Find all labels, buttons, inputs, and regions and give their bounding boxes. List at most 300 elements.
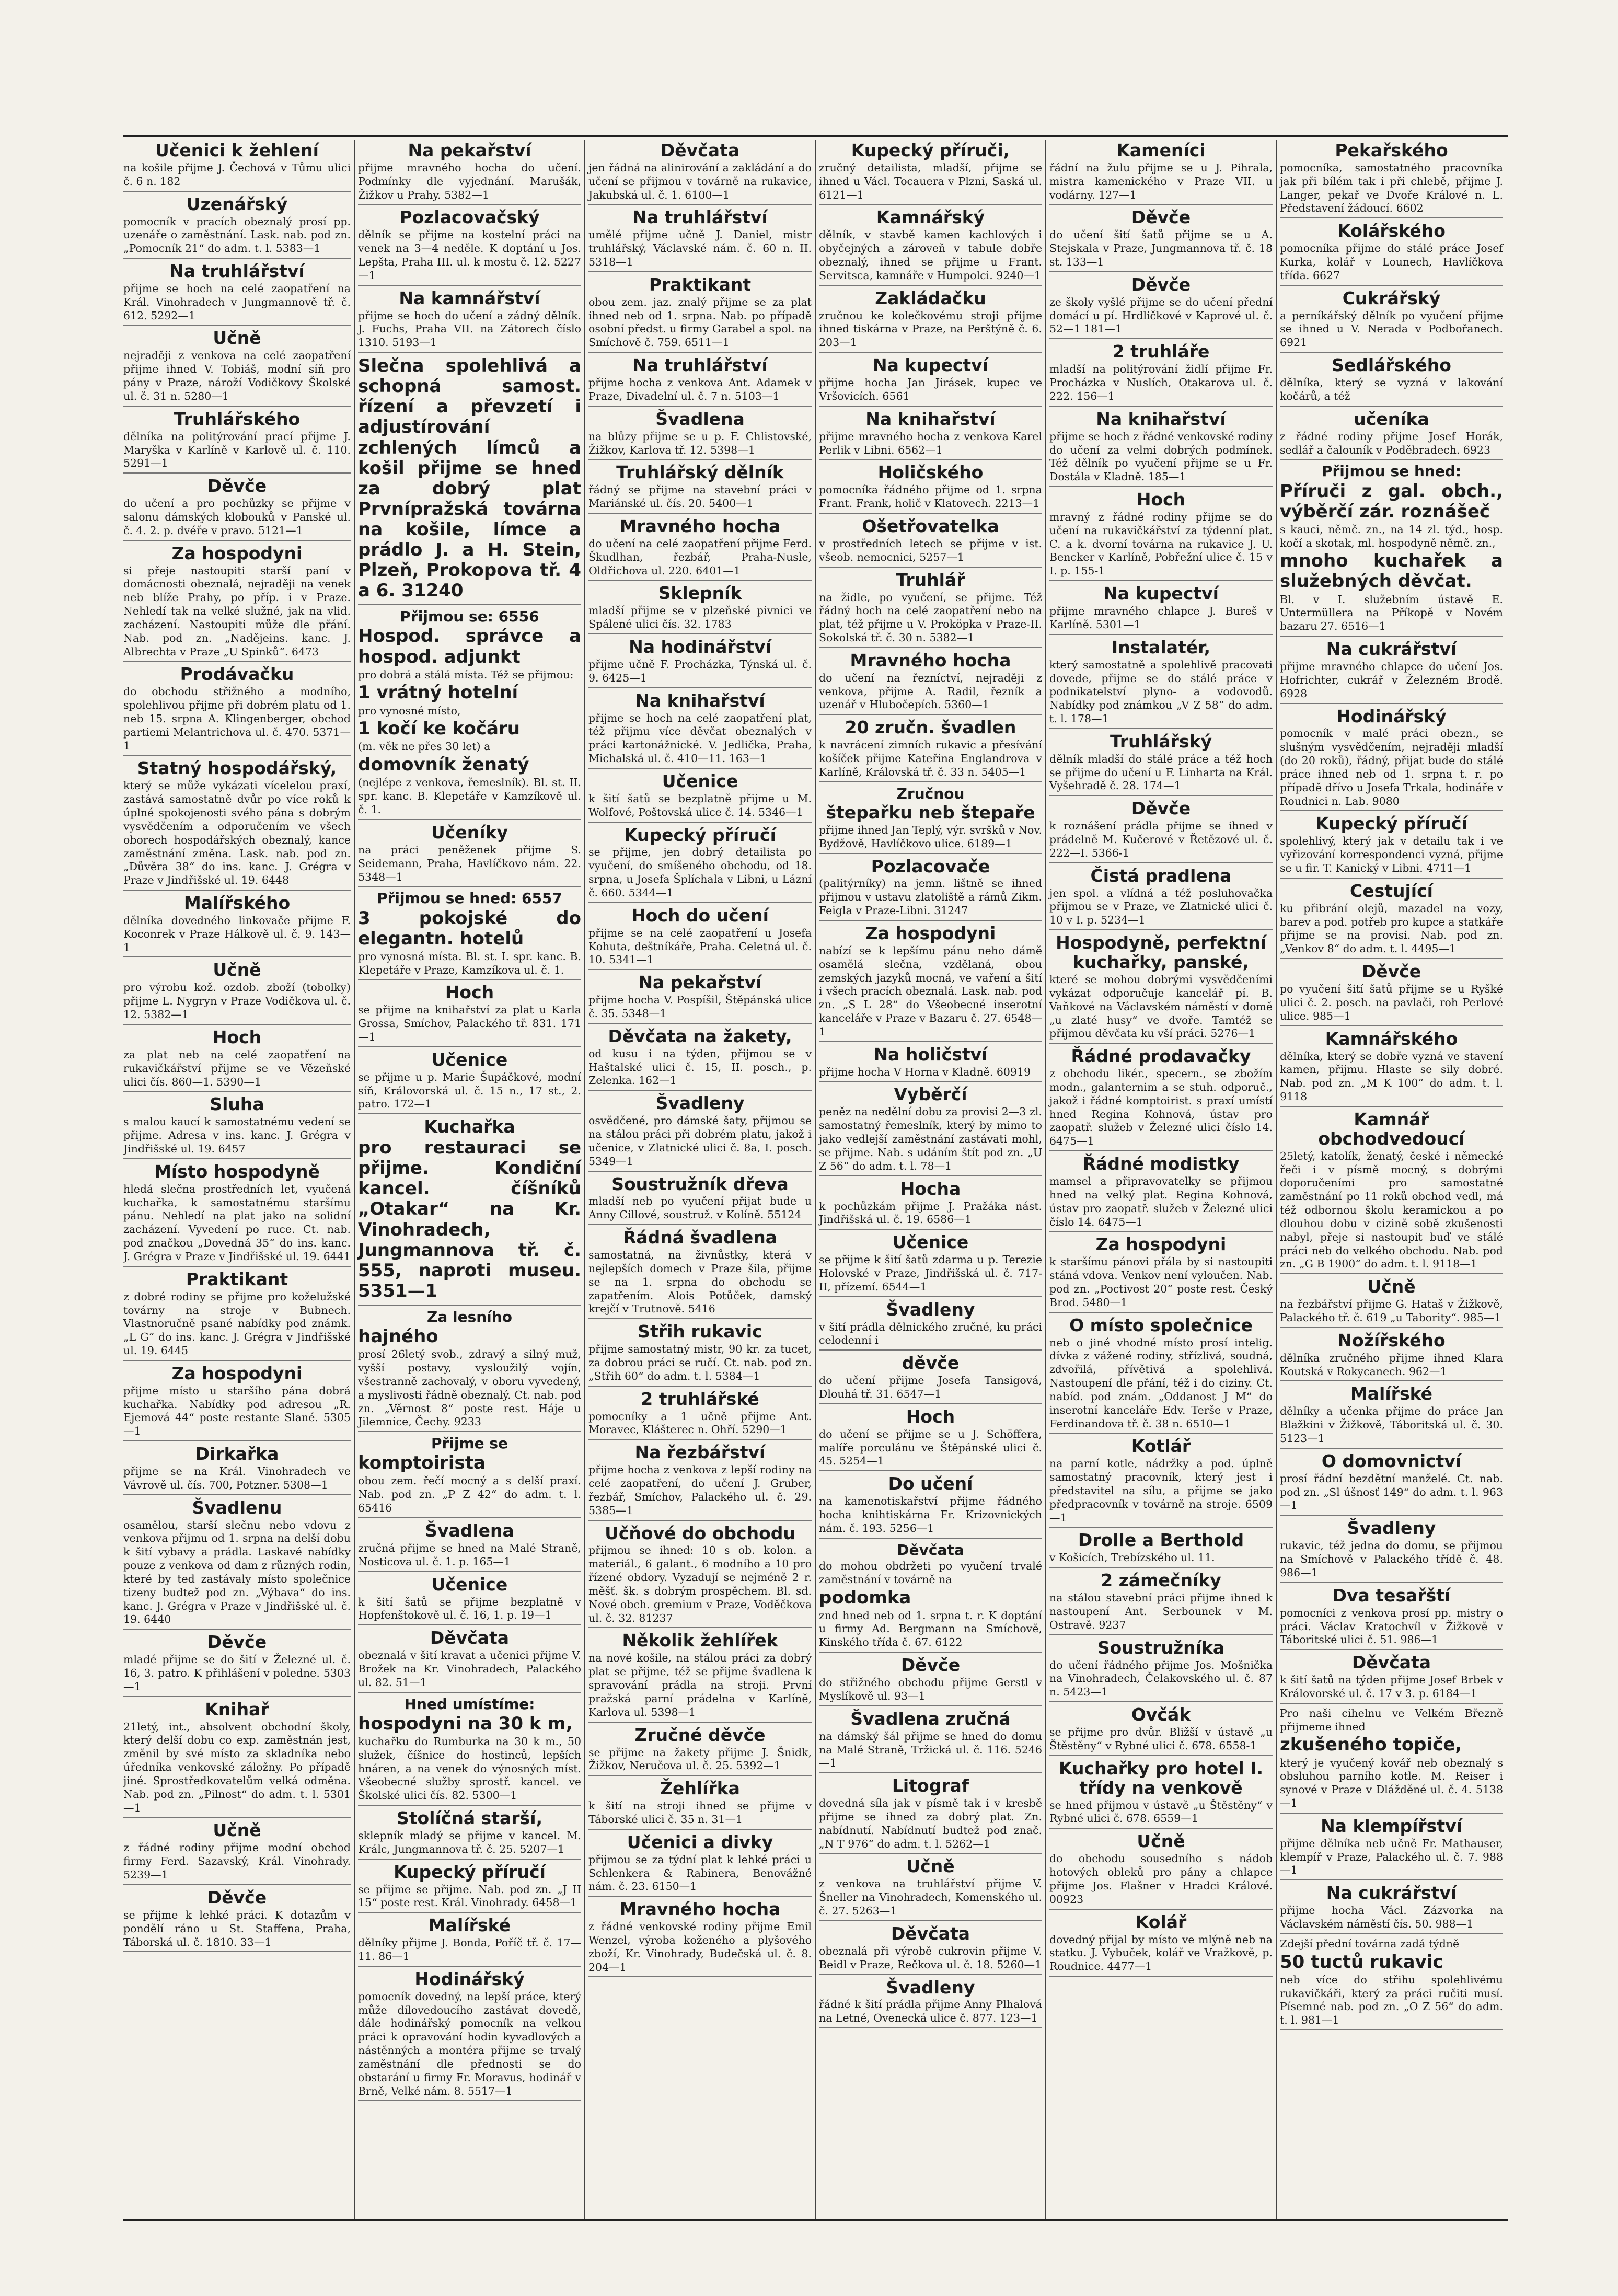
ad-heading: Děvče <box>1361 961 1421 982</box>
ad-heading: Děvčata <box>1351 1652 1431 1673</box>
ad-text: si přeje nastoupiti starší paní v domácnosti obeznalá, nejraději na venek neb blíže Prahy, po příp. i v Praze. Nehledí tak na velké služné, jak na vlid. zacházení. Nastoupiti může dle přání. Nab. pod zn. „Nadějeins. kanc. J. Albrechta v Praze „U Spinků“. 6473 <box>123 564 351 658</box>
classified-ad <box>1049 1316 1273 1434</box>
ad-text: se přijme k lehké práci. K dotazům v pondělí ráno u St. Staffena, Praha, Táborská ul. č. 1810. 33—1 <box>123 1908 351 1948</box>
classified-ad <box>819 1857 1042 1921</box>
ad-heading: Švadleny <box>655 1093 745 1114</box>
ad-text: zručná přijme se hned na Malé Straně, Nosticova ul. č. 1. p. 165—1 <box>358 1541 581 1568</box>
ad-heading: Na řezbářství <box>634 1442 766 1463</box>
ad-heading: Pozlacovače <box>871 856 990 876</box>
classified-ad <box>588 517 812 581</box>
ad-heading: Kotlář <box>1131 1436 1191 1457</box>
ad-heading: Sluha <box>210 1094 264 1115</box>
classified-ad <box>1280 640 1503 703</box>
ad-heading: Děvče <box>207 1887 267 1908</box>
classified-ad <box>588 1524 812 1629</box>
ad-text: mladé přijme se do šití v Železné ul. č. 16, 3. patro. K přihlášení v poledne. 5303—1 <box>123 1653 351 1693</box>
ad-heading: Kolář <box>1135 1911 1187 1932</box>
ad-text: v šití prádla dělnického zručné, ku práci celodenní i <box>819 1320 1042 1347</box>
ad-text: k šití šatů se bezplatně přijme u M. Wolfové, Poštovská ulice č. 14. 5346—1 <box>588 792 812 818</box>
ad-heading: Děvčata <box>660 140 740 160</box>
ad-heading: Kuchařka <box>424 1116 515 1137</box>
ad-heading: Cukrářský <box>1342 287 1441 308</box>
ad-text: pro výrobu kož. ozdob. zboží (tobolky) přijme L. Nygryn v Praze Vodičkova ul. č. 12. 5382—1 <box>123 981 351 1021</box>
ad-heading: Uzenářský <box>186 193 288 214</box>
classified-ad <box>819 718 1042 782</box>
ad-text: jen řádná na alinirování a zakládání a do učení se přijmou v továrně na rukavice, Jakubská ul. č. 1. 6100—1 <box>588 161 812 201</box>
ad-text: přijme se hoch do učení a zádný dělník. J. Fuchs, Praha VII. na Zátorech číslo 1310. 5193—1 <box>358 309 581 349</box>
column-2 <box>354 140 584 2219</box>
ad-heading: Pekařského <box>1335 140 1448 160</box>
classified-ad <box>819 924 1042 1042</box>
classified-ad <box>123 410 351 474</box>
classified-ad <box>819 1776 1042 1854</box>
ad-heading: Hocha <box>900 1178 961 1199</box>
ad-text: za plat neb na celé zaopatření na rukavičkářství přijme se ve Vězeňské ulici čís. 860—1. 5390—1 <box>123 1048 351 1088</box>
ad-text: přijme dělníka neb učně Fr. Mathauser, klempíř v Praze, Palackého ul. č. 7. 988—1 <box>1280 1837 1503 1877</box>
ad-heading: Švadleny <box>886 1299 975 1320</box>
ad-text: obou zem. jaz. znalý přijme se za plat ihned neb od 1. srpna. Nab. po případě osobní předst. u firmy Garabel a spol. na Smíchově č. 759. 6511—1 <box>588 295 812 349</box>
classified-ad <box>123 262 351 326</box>
ad-heading: Kupecký příručí <box>394 1861 546 1882</box>
ad-heading: Za hospodyni <box>1095 1234 1227 1255</box>
ad-heading: Na kupectví <box>1103 583 1219 604</box>
ad-heading: Truhlářského <box>174 408 301 429</box>
ad-subheading: Za lesního <box>427 1308 512 1325</box>
ad-heading: Pozlacovačský <box>399 207 540 228</box>
ad-heading: Dva tesařští <box>1332 1585 1451 1606</box>
ad-text: po vyučení šití šatů přijme se u Ryšké ulici č. 2. posch. na pavlači, roh Perlové ulice. 985—1 <box>1280 983 1503 1022</box>
ad-subheading: Děvčata <box>897 1541 964 1559</box>
ad-text: na židle, po vyučení, se přijme. Též řádný hoch na celé zaopatření nebo na plat, též přijme u V. Proköpka v Praze-II. Sokolská tř. č. 30 n. 5382—1 <box>819 591 1042 644</box>
ad-heading: Mravného hocha <box>850 650 1011 671</box>
ad-subheading: Přijmou se hned: 6557 <box>377 890 562 907</box>
ad-text: z řádné rodiny přijme Josef Horák, sedlář a čalouník v Poděbradech. 6923 <box>1280 430 1503 456</box>
ad-heading: Na hodinářství <box>629 637 771 657</box>
ad-bold-text: domovník ženatý <box>358 754 529 776</box>
classified-ad <box>1049 1913 1273 1977</box>
ad-heading: Za hospodyni <box>865 922 996 943</box>
ad-heading: Zručné děvče <box>634 1724 766 1745</box>
classified-ad <box>123 1162 351 1267</box>
classified-ad <box>1049 1155 1273 1232</box>
ad-heading: Na kamnářství <box>399 287 540 308</box>
ad-text: s kauci, němč. zn., na 14 zl. týd., hosp. kočí a skotak, ml. hospodyně němč. zn., <box>1280 523 1503 549</box>
ad-text: ze školy vyšlé přijme se do učení přední domácí u pí. Hrdličkové v Kaprové ul. č. 52—1 181—1 <box>1049 295 1273 336</box>
ad-text: do učení na celé zaopatření přijme Ferd. Škudlhan, řezbář, Praha-Nusle, Oldřichova ul. 220. 6401—1 <box>588 537 812 577</box>
ad-heading: Místo hospodyně <box>154 1161 320 1182</box>
classified-ad <box>819 1407 1042 1471</box>
classified-ad <box>123 1821 351 1885</box>
classified-ad <box>819 463 1042 514</box>
classified-ad <box>1049 1759 1273 1829</box>
ad-heading: Statný hospodářský, <box>137 758 337 779</box>
classified-ad <box>123 759 351 891</box>
ad-text: dělníka na politýrování prací přijme J. Maryška v Karlíně v Karlově ul. č. 110. 5291—1 <box>123 430 351 470</box>
ad-heading: Instalatér, <box>1111 637 1211 657</box>
classified-ad <box>588 638 812 688</box>
ad-text: prosí 26letý svob., zdravý a silný muž, vyšší postavy, vysloužilý vojín, všestranně zachovalý, v oboru vyvedený, a myslivosti řádně obeznalý. Ct. nab. pod zn. „Věrnost 8“ poste rest. Háje u Jilemnice, Čechy. 9233 <box>358 1348 581 1428</box>
ad-text: dělníka, který se dobře vyzná ve stavení kamen, přijmu. Hlaste se sily dobré. Nab. pod zn. „M K 100“ do adm. t. l. 9118 <box>1280 1049 1503 1103</box>
classified-ad <box>819 651 1042 715</box>
classified-ad <box>1280 1653 1503 1704</box>
ad-subheading: Zručnou <box>896 784 965 802</box>
ad-heading: 20 zručn. švadlen <box>845 717 1016 738</box>
classified-ad <box>819 1656 1042 1706</box>
ad-heading: Hodinářský <box>1336 706 1447 726</box>
ad-text: do střižného obchodu přijme Gerstl v Myslíkově ul. 93—1 <box>819 1676 1042 1702</box>
ad-subheading: Přijmou se: 6556 <box>400 608 539 626</box>
ad-heading: Malířské <box>428 1915 511 1936</box>
ad-heading: Na klempířství <box>1321 1815 1462 1836</box>
ad-heading: Žehlířka <box>660 1778 740 1799</box>
ad-heading: Na cukrářství <box>1326 1883 1457 1903</box>
classified-ad <box>1049 141 1273 205</box>
classified-ad <box>588 141 812 205</box>
ad-heading: Učně <box>1367 1276 1416 1297</box>
ad-text: Zdejší přední továrna zadá týdně <box>1280 1937 1460 1950</box>
ad-heading: Sklepník <box>658 583 742 604</box>
classified-ad <box>819 141 1042 205</box>
ad-text: dělníky přijme J. Bonda, Poříč tř. č. 17—11. 86—1 <box>358 1936 581 1963</box>
ad-bold-text: hajného <box>358 1326 438 1347</box>
classified-ad <box>358 1309 581 1432</box>
ad-text: z řádné rodiny přijme modní obchod firmy Ferd. Sazavský, Král. Vinohrady. 5239—1 <box>123 1841 351 1882</box>
ad-text: na kamenotiskařství přijme řádného hocha knihtiskárna Fr. Krizovnických nám. č. 193. 5256—1 <box>819 1495 1042 1534</box>
ad-text: do obchodu sousedního s nádob hotových obleků pro pány a chlapce přijme Jos. Flašner v Hradci Králové. 00923 <box>1049 1852 1273 1906</box>
ad-text: z dobré rodiny se přijme pro koželužské továrny na stroje v Bubnech. Vlastnoručně psané nabídky pod známk. „L G“ do ins. kanc. J. Grégra v Jindřišské ul. 19. 6445 <box>123 1290 351 1357</box>
classified-ad <box>588 1228 812 1319</box>
ad-heading: Kupecký příruči, <box>851 140 1010 160</box>
classified-ad <box>819 517 1042 568</box>
ad-text: dělníka, který se vyzná v lakování kočárů, a též <box>1280 376 1503 402</box>
ad-text: k roznášení prádla přijme se ihned v prádelně M. Kučerové v Řetězové ul. č. 222—I. 5366-1 <box>1049 820 1273 859</box>
classified-ad <box>819 1924 1042 1975</box>
ad-text: se přijme na žakety přijme J. Šnidk, Žižkov, Neručova ul. č. 25. 5392—1 <box>588 1746 812 1772</box>
ad-heading: štepařku neb štepaře <box>826 802 1035 823</box>
classified-ad <box>123 329 351 406</box>
classified-ad <box>588 1900 812 1977</box>
ad-text: přijme mravného hocha z venkova Karel Perlik v Libni. 6562—1 <box>819 430 1042 456</box>
ad-heading: Za hospodyni <box>171 543 303 563</box>
classified-ad <box>1049 1531 1273 1568</box>
ad-text: na dámský šál přijme se hned do domu na Malé Straně, Tržická ul. č. 116. 5246—1 <box>819 1729 1042 1770</box>
classified-ad <box>588 1094 812 1171</box>
ad-heading: Učně <box>1137 1831 1185 1852</box>
classified-ad <box>1280 1707 1503 1814</box>
classified-ad <box>1049 1832 1273 1909</box>
ad-text: který samostatně a spolehlivě pracovati dovede, přijme se do stálé práce v podnikatelství plyno- a vodovodů. Nabídky pod známkou „V Z 58“ do adm. t. l. 178—1 <box>1049 658 1273 725</box>
classified-ad <box>1049 933 1273 1044</box>
ad-heading: Na knihařství <box>635 690 765 711</box>
classified-ad <box>1049 799 1273 863</box>
ad-text: který se může vykázati vícelelou praxí, zastává samostatně dvůr po více roků k úplné spokojenosti svého pána s dobrým vysvědčením a odporučením ve všech oborech hospodářských obeznalý, kance zaměstnání změna. Lask. nab. pod zn. „Důvěra 38“ do ins. kanc. J. Grégra v Praze v Jindřišské ul. 19. 6448 <box>123 779 351 887</box>
classified-ad <box>588 691 812 769</box>
ad-bold-text: mnoho kuchařek a služebných děvčat. <box>1280 550 1503 592</box>
ad-text: zručnou ke kolečkovému stroji přijme ihned tiskárna v Praze, na Perštýně č. 6. 203—1 <box>819 309 1042 349</box>
ad-heading: O místo společnice <box>1069 1314 1253 1335</box>
ad-text: přijme mravného chlapce do učení Jos. Hofrichter, cukrář v Železném Brodě. 6928 <box>1280 660 1503 700</box>
ad-bold-text: pro restauraci se přijme. Kondiční kancel. číšníků „Otakar“ na Kr. Vinohradech, Jungmannova tř. č. 555, naproti museu. 5351—1 <box>358 1137 581 1301</box>
classified-ad <box>358 289 581 353</box>
ad-text: pomocníka, samostatného pracovníka jak při bílém tak i při chlebě, přijme J. Langer, pekař ve Dvoře Králové n. L. Představení žádoucí. 6602 <box>1280 161 1503 215</box>
ad-heading: Soustružníka <box>1097 1637 1225 1658</box>
classified-ad <box>123 195 351 259</box>
ad-text: do učení a pro pochůzky se přijme v salonu dámských klobouků v Panské ul. č. 4. 2. p. dvéře v pravo. 5121—1 <box>123 497 351 537</box>
ad-text: (palitýrníky) na jemn. lištně se ihned přijmou v ustavu zlatoliště a rámů Zikm. Feigla v Praze-Libni. 31247 <box>819 877 1042 917</box>
classified-ad <box>588 906 812 970</box>
ad-text: do učení se přijme se u J. Schöffera, malíře porculánu ve Štěpánské ulici č. 45. 5254—1 <box>819 1427 1042 1468</box>
ad-text: obou zem. řečí mocný a s delší praxí. Nab. pod zn. „P Z 42“ do adm. t. l. 65416 <box>358 1474 581 1515</box>
classified-ad <box>1280 356 1503 407</box>
column-3 <box>584 140 815 2219</box>
classified-ad <box>123 894 351 957</box>
ad-text: řádný se přijme na stavební práci v Mariánské ul. čís. 20. 5400—1 <box>588 483 812 510</box>
classified-ad <box>358 1575 581 1626</box>
classified-ad <box>123 1270 351 1361</box>
ad-text: na práci peněženek přijme S. Seidemann, Praha, Havlíčkovo nám. 22. 5348—1 <box>358 843 581 883</box>
classified-ad <box>588 463 812 514</box>
classified-ad <box>1280 882 1503 959</box>
ad-text: který je vyučený kovář neb obeznalý s obsluhou parního kotle. M. Reiser i synové v Praze v Dlážděné ul. č. 4. 5138—1 <box>1280 1756 1503 1809</box>
ad-text: obeznalá v šití kravat a učenici přijme V. Brožek na Kr. Vinohradech, Palackého ul. 82. 51—1 <box>358 1649 581 1689</box>
classified-ad <box>1280 1452 1503 1516</box>
ad-heading: Na kupectví <box>873 355 988 376</box>
ad-heading: Hoch do učení <box>631 905 769 926</box>
column-5 <box>1045 140 1276 2219</box>
classified-ad <box>123 1498 351 1630</box>
ad-heading: Řádná švadlena <box>622 1227 778 1248</box>
classified-ad <box>358 1051 581 1114</box>
classified-ad <box>358 823 581 887</box>
ad-text: přijme hocha V Horna v Kladně. 60919 <box>819 1065 1031 1078</box>
ad-heading: Děvče <box>1131 207 1191 228</box>
classified-ad <box>1049 867 1273 930</box>
ad-heading: 2 truhláře <box>1112 341 1210 362</box>
ad-heading: Sedlářského <box>1332 355 1451 376</box>
ad-text: do učení šití šatů přijme se u A. Stejskala v Praze, Jungmannova tř. č. 18 st. 133—1 <box>1049 228 1273 269</box>
classified-ad <box>1049 1047 1273 1151</box>
ad-text: přijme mravného chlapce J. Bureš v Karlíně. 5301—1 <box>1049 605 1273 631</box>
classified-ad <box>358 1435 581 1518</box>
ad-heading: Učenici a divky <box>627 1831 773 1852</box>
ad-text: přijme se hoch na celé zaopatření na Král. Vinohradech v Jungmannově tř. č. 612. 5292—1 <box>123 282 351 322</box>
classified-ad <box>1280 141 1503 218</box>
ad-text: neb o jiné vhodné místo prosí intelig. dívka z vážené rodiny, střízlivá, soudná, zdvořilá, přívětivá a spolehlivá. Nastoupení dle přání, též i do ciziny. Ct. nabíd. pod znám. „Oddanost J M“ do inserotní kanceláře Edv. Terše v Praze, Ferdinandova tř. č. 38 n. 6510—1 <box>1049 1336 1273 1430</box>
ad-text: přijme učně F. Procházka, Týnská ul. č. 9. 6425—1 <box>588 657 812 684</box>
ad-heading: Učenice <box>431 1049 508 1070</box>
ad-text: dělník, v stavbě kamen kachlových i obyčejných a zároveň v tabule dobře obeznalý, ihned se přijme u Frant. Servitsca, kamnáře v Humpolci. 9240—1 <box>819 228 1042 282</box>
ad-text: na stálou stavební práci přijme ihned k nastoupení Ant. Serbounek v M. Ostravě. 9237 <box>1049 1591 1273 1631</box>
ad-text: pro dobrá a stálá místa. Též se přijmou: <box>358 668 574 681</box>
classified-ad <box>819 786 1042 854</box>
ad-text: peněz na nedělní dobu za provisi 2—3 zl. samostatný řemeslník, který by mimo to jako vedlejší zaměstnání zastávati mohl, se přijme. Nab. s udáním štít pod zn. „U Z 56“ do adm. t. l. 78—1 <box>819 1105 1042 1172</box>
ad-heading: O domovnictví <box>1321 1450 1462 1471</box>
ad-heading: Truhlářský dělník <box>616 462 784 483</box>
classified-ad <box>123 961 351 1024</box>
ad-heading: Děvče <box>1131 798 1191 819</box>
ad-heading: Na truhlářství <box>632 355 768 376</box>
classified-ad <box>358 1809 581 1860</box>
ad-bold-text: podomka <box>819 1587 911 1608</box>
ad-text: dělníka zručného přijme ihned Klara Koutská v Rokycanech. 962—1 <box>1280 1351 1503 1378</box>
ad-text: do mohou obdržeti po vyučení trvalé zaměstnání v továrně na <box>819 1559 1042 1586</box>
ad-heading: Učně <box>213 328 261 349</box>
ad-subheading: Přijme se <box>431 1435 508 1452</box>
classified-ad <box>819 1978 1042 2029</box>
ad-heading: Ošetřovatelka <box>862 515 999 536</box>
ad-bold-text: 1 kočí ke kočáru <box>358 718 520 740</box>
ad-text: obeznalá při výrobě cukrovin přijme V. Beidl v Praze, Rečkova ul. č. 18. 5260—1 <box>819 1944 1042 1971</box>
classified-ad <box>819 1045 1042 1082</box>
classified-ad <box>1280 962 1503 1026</box>
classified-ad <box>819 1085 1042 1176</box>
ad-heading: Mravného hocha <box>619 515 781 536</box>
ad-heading: Čistá pradlena <box>1090 865 1232 886</box>
classified-ad <box>1280 463 1503 637</box>
ad-heading: Děvčata <box>891 1923 970 1944</box>
ad-heading: Na pekařství <box>638 972 762 993</box>
ad-text: přijme hocha V. Pospíšil, Štěpánská ulice č. 35. 5348—1 <box>588 994 812 1020</box>
ad-text: do učení přijme Josefa Tansigová, Dlouhá tř. 31. 6547—1 <box>819 1374 1042 1401</box>
ad-heading: Střih rukavic <box>638 1321 762 1342</box>
ad-text: mamsel a připravovatelky se přijmou hned na velký plat. Regina Kohnová, ústav pro zaopatř. služeb v Železné ulici číslo 14. 6475—1 <box>1049 1175 1273 1228</box>
ad-text: pomocník v pracích obeznalý prosí pp. uzenáře o zaměstnání. Lask. nab. pod zn. „Pomocník 21“ do adm. t. l. 5383—1 <box>123 215 351 255</box>
ad-heading: Prodávačku <box>180 664 294 685</box>
classified-ad <box>358 608 581 820</box>
classified-ad <box>1049 1705 1273 1756</box>
ad-bold-text: 1 vrátný hotelní <box>358 682 518 703</box>
classified-ad <box>1049 1235 1273 1312</box>
classified-ad <box>358 1521 581 1572</box>
ad-text: dělníky a učenka přijme do práce Jan Blažkini v Žižkově, Táboritská ul. č. 30. 5123—1 <box>1280 1405 1503 1445</box>
ad-heading: Kupecký příručí <box>1315 813 1467 834</box>
ad-heading: Litograf <box>892 1775 969 1796</box>
ad-text: nabízí se k lepšímu pánu neho dámě osamělá slečna, vzdělaná, obou zemských jazyků mocná, ve vaření a šití i všech pracích obeznalá. Lask. nab. pod zn. „S L 28“ do Všeobecné inserotní kanceláře v Praze v Bazaru č. 27. 6548—1 <box>819 944 1042 1038</box>
classified-ad <box>358 1916 581 1967</box>
classified-ad <box>358 141 581 205</box>
ad-bold-text: hospodyni na 30 k m, <box>358 1713 573 1734</box>
classified-ad <box>1280 1110 1503 1274</box>
classified-ad <box>1049 1437 1273 1528</box>
ad-heading: Na truhlářství <box>632 207 768 228</box>
ad-heading: Kupecký příručí <box>624 824 776 845</box>
ad-text: přijme mravného hocha do učení. Podmínky dle vyjednání. Marušák, Žižkov u Prahy. 5382—1 <box>358 161 581 201</box>
ad-text: k šití na stroji ihned se přijme v Táborské ulici č. 35 n. 31—1 <box>588 1799 812 1826</box>
ad-text: pomocníci z venkova prosí pp. mistry o práci. Václav Kratochvíl v Žižkově v Táboritské ulici č. 51. 986—1 <box>1280 1606 1503 1646</box>
ad-text: pomocníka řádného přijme od 1. srpna Frant. Frank, holič v Klatovech. 2213—1 <box>819 483 1042 510</box>
classified-ad <box>588 1631 812 1722</box>
ad-heading: Na knihařství <box>1096 408 1226 429</box>
ad-text: spolehlivý, který jak v detailu tak i ve vyřizování korrespondenci vyzná, přijme se u fir. T. Kanický v Libni. 4711—1 <box>1280 835 1503 875</box>
classified-ad <box>1280 410 1503 460</box>
ad-text: (nejlépe z venkova, řemeslník). Bl. st. II. spr. kanc. B. Klepetáře v Kamzíkově ul. č. 1. <box>358 776 581 816</box>
classified-ad <box>588 772 812 823</box>
ad-text: 25letý, katolík, ženatý, české i německé řeči i v písmě mocný, s dobrými doporučeními pro samostatné zaměstnání po 11 roků obchod vedl, má též odbornou školu keramickou a po dlouhou dobu v cizině sobě zkušenosti nabyl, přeje si nastoupit buď ve stálé práci neb do velkého obchodu. Nab. pod zn. „G B 1900“ do adm. t. l. 9118—1 <box>1280 1149 1503 1271</box>
ad-text: 21letý, int., absolvent obchodní školy, který delší dobu co exp. zaměstnán jest, změnil by své místo za skladníka nebo úředníka venkovské záložny. Po případě jiné. Sprostředkovatelům velká odměna. Nab. pod zn. „Pilnost“ do adm. t. l. 5301—1 <box>123 1720 351 1814</box>
classified-ad <box>588 973 812 1024</box>
ad-text: prosí řádní bezdětní manželé. Ct. nab. pod zn. „Sl úšnosť 149“ do adm. t. l. 963—1 <box>1280 1472 1503 1512</box>
ad-text: nejraději z venkova na celé zaopatření přijme ihned V. Tobiáš, modní síň pro pány v Praze, nároží Vodičkovy Školské ul. č. 31 n. 5280—1 <box>123 349 351 402</box>
classified-ad <box>123 141 351 192</box>
classified-ad <box>123 665 351 756</box>
ad-text: řádní na žulu přijme se u J. Pihrala, mistra kamenického v Praze VII. u vodárny. 127—1 <box>1049 161 1273 201</box>
ad-text: z obchodu likér., specern., se zbožím modn., galanternim a se stuh. odporuč., jakož i řádné komptoirist. s praxí umístí hned Regina Kohnová, ústav pro zaopatř. služeb v Železné ulici číslo 14. 6475—1 <box>1049 1067 1273 1148</box>
classified-ad <box>588 826 812 903</box>
ad-heading: Švadleny <box>1347 1518 1436 1539</box>
classified-ad <box>358 983 581 1047</box>
ad-heading: Učenice <box>431 1574 508 1595</box>
classified-ad <box>588 1833 812 1897</box>
ad-bold-text: komptoiristа <box>358 1452 486 1474</box>
classified-ad <box>588 1443 812 1520</box>
classified-ad <box>819 1300 1042 1351</box>
ad-heading: Truhlářský <box>1110 731 1212 752</box>
ad-text: přijme samostatný mistr, 90 kr. za tucet, za dobrou práci se ručí. Ct. nab. pod zn. „Střih 60“ do adm. t. l. 5384—1 <box>588 1343 812 1382</box>
ad-heading: Učeníky <box>431 822 508 843</box>
ad-heading: Kuchařky pro hotel I. třídy na venkově <box>1058 1758 1264 1798</box>
ad-text: přijme hocha Jan Jirásek, kupec ve Vršovicích. 6561 <box>819 376 1042 402</box>
classified-ad <box>358 1117 581 1306</box>
classified-ad <box>1280 1277 1503 1328</box>
classified-ad <box>1280 1331 1503 1382</box>
classified-ad <box>1280 1519 1503 1583</box>
ad-heading: Švadlenu <box>192 1497 282 1518</box>
classified-ad <box>1049 410 1273 487</box>
ad-text: přijme hocha Václ. Zázvorka na Václavském náměstí čís. 50. 988—1 <box>1280 1904 1503 1931</box>
ad-heading: Švadlena <box>425 1520 514 1541</box>
ad-heading: Švadlena zručná <box>850 1708 1011 1729</box>
ad-text: k pochůzkám přijme J. Pražáka nást. Jindřišská ul. č. 19. 6586—1 <box>819 1199 1042 1226</box>
classified-ad <box>1280 1586 1503 1650</box>
ad-text: přijme se na Král. Vinohradech ve Vávrově ul. čís. 700, Potzner. 5308—1 <box>123 1465 351 1491</box>
ad-text: osvědčené, pro dámské šaty, přijmou se na stálou práci při dobrém platu, jakož i učenice, v Zlatnické ulici č. 8a, I. posch. 5349—1 <box>588 1114 812 1168</box>
ad-text: mladší přijme se v plzeňské pivnici ve Spálené ulici čís. 32. 1783 <box>588 604 812 631</box>
ad-text: přijme hocha z venkova Ant. Adamek v Praze, Divadelní ul. č. 7 n. 5103—1 <box>588 376 812 402</box>
ad-text: přijme se na celé zaopatření u Josefa Kohuta, deštníkáře, Praha. Celetná ul. č. 10. 5341—1 <box>588 926 812 966</box>
ad-heading: Praktikant <box>186 1268 288 1289</box>
ad-text: k šití šatů na týden přijme Josef Brbek v Královorské ul. č. 17 v 3. p. 6184—1 <box>1280 1674 1503 1700</box>
ad-heading: Řádné prodavačky <box>1071 1046 1251 1067</box>
classified-ad <box>1280 1884 1503 1934</box>
ad-heading: Truhlář <box>896 569 965 590</box>
ad-text: řádné k šití prádla přijme Anny Plhalová na Letné, Ovenecká ulice č. 877. 123—1 <box>819 1998 1042 2025</box>
ad-text: se přijme, jen dobrý detailista po vyučení, do smíšeného obchodu, od 18. srpna, u Josefa Šplíchala v Libni, u Lázní č. 660. 5344—1 <box>588 846 812 899</box>
ad-heading: Kameníci <box>1116 140 1206 160</box>
ad-text: pomocník dovedný, na lepší práce, který může dílovedoucího zastávat dovedě, dále hodinářský pomocník na velkou práci k opravování hodin kyvadlových a nástěnných a montéra přijme se trvalý zaměstnání dle přednosti se do obstarání u firmy Fr. Moravus, hodinář v Brně, Velké nám. 8. 5517—1 <box>358 1990 581 2097</box>
ad-text: ku přibrání olejů, mazadel na vozy, barev a pod. potřeb pro kupce a statkáře přijme se na provisi. Nab. pod zn. „Venkov 8“ do adm. t. l. 4495—1 <box>1280 902 1503 955</box>
ad-text: pro vynosné místo, <box>358 704 461 717</box>
ad-heading: Cestující <box>1349 880 1433 901</box>
ad-text: neb více do střihu spolehlivému rukavičkáři, který za práci ručiti musí. Písemné nab. pod zn. „O Z 56“ do adm. t. l. 981—1 <box>1280 1973 1503 2027</box>
ad-heading: Holičského <box>877 462 984 483</box>
ad-heading: Učně <box>213 1820 261 1841</box>
ad-heading: Učňové do obchodu <box>605 1522 795 1543</box>
classified-ad <box>1049 208 1273 272</box>
ad-heading: Kamnářský <box>876 207 985 228</box>
classified-ad <box>588 356 812 407</box>
classified-ad <box>819 1180 1042 1230</box>
ad-heading: Děvče <box>1131 274 1191 295</box>
classified-ad <box>123 1888 351 1952</box>
classified-ad <box>819 1710 1042 1773</box>
ad-text: přijme místo u staršího pána dobrá kuchařka. Nabídky pod adresou „R. Ejemová 44“ poste restante Slané. 5305—1 <box>123 1384 351 1438</box>
classified-ad <box>1049 342 1273 406</box>
ad-text: samostatná, na živnůstky, která v nejlepších domech v Praze šila, přijme se na 1. srpna do obchodu se zapatřením. Alois Potůček, damský krejčí v Trutnově. 5416 <box>588 1249 812 1316</box>
classified-ad <box>123 544 351 662</box>
ad-heading: Děvčata <box>430 1628 510 1648</box>
ad-heading: Na knihařství <box>865 408 996 429</box>
ad-heading: Kolářského <box>1337 221 1446 241</box>
